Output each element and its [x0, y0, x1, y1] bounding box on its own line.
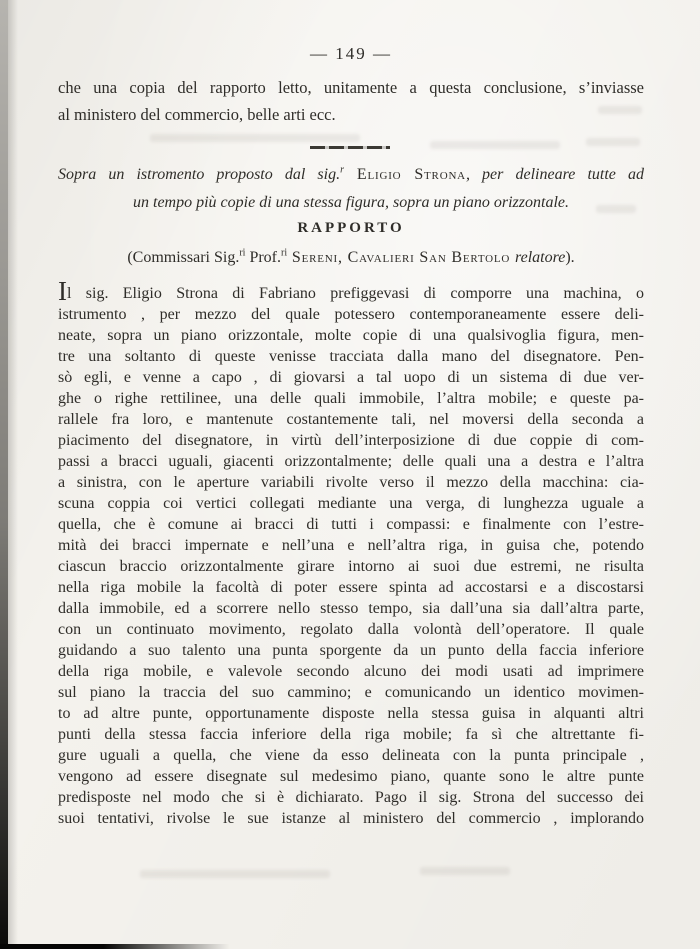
scan-bottom-edge	[0, 944, 230, 949]
showthrough-mark	[430, 141, 560, 149]
report-line: mità dei bracci impernate e nell’una e nell’altra riga, in guisa che, potendo	[58, 537, 644, 554]
section-divider-rule	[310, 146, 390, 149]
report-line: nella riga mobile la facoltà di poter essere spinta ad accostarsi e a discostarsi	[58, 579, 644, 596]
report-line: gure uguali a quella, che viene da esso delineata con la punta principale ,	[58, 747, 644, 764]
report-line: punti della stessa faccia inferiore della riga mobile; fa sì che altrettante fi-	[58, 726, 644, 743]
report-line: predisposte nel modo che si è dichiarato. Pago il sig. Strona del successo dei	[58, 789, 644, 806]
committee-text: ).	[565, 249, 575, 266]
title-text: Sopra un istromento proposto dal sig.	[58, 166, 341, 183]
report-line: to ad altre punte, opportunamente disposte nella stessa guisa in alquanti altri	[58, 705, 644, 722]
report-line: ciascun braccio orizzontalmente girare intorno ai suoi due estremi, ne risulta	[58, 558, 644, 575]
report-line: sul piano la traccia del suo cammino; e comunicando un identico movimen-	[58, 684, 644, 701]
relatore-label: relatore	[514, 249, 566, 266]
intro-line: che una copia del rapporto letto, unitamente a questa conclusione, s’inviasse	[58, 78, 644, 97]
title-line-1	[58, 161, 644, 189]
report-line: passi a bracci uguali, giacenti orizzontalmente; delle quali una a destra e l’altra	[58, 453, 644, 470]
report-line: istrumento , per mezzo del quale potessero contemporaneamente essere deli-	[58, 306, 644, 323]
title-line-2: un tempo più copie di una stessa figura, sopra un piano orizzontale.	[133, 194, 569, 211]
report-line	[58, 276, 644, 306]
showthrough-mark	[150, 134, 360, 142]
commissioner-names: Sereni, Cavalieri San Bertolo	[287, 249, 515, 266]
committee-text: (Commissari Sig.	[127, 249, 240, 266]
report-line: ghe o righe rettilinee, una delle quali immobile, l’altra mobile; e queste pa-	[58, 390, 644, 407]
report-line-text: l sig. Eligio Strona di Fabriano prefiggevasi di comporre una machina, o	[67, 285, 644, 302]
report-line: quella, che è comune ai bracci di tutti i compassi: e finalmente con l’estre-	[58, 516, 644, 533]
author-name: Eligio Strona	[344, 166, 466, 183]
intro-line: al ministero del commercio, belle arti ecc.	[58, 105, 336, 124]
report-line: tre una soltanto di queste venisse tracciata dalla mano del disegnatore. Pen-	[58, 348, 644, 365]
report-line: piacimento del disegnatore, in virtù dell’interposizione di due coppie di com-	[58, 432, 644, 449]
report-line: scuna coppia coi vertici collegati mediante una verga, di lunghezza uguale a	[58, 495, 644, 512]
report-line: a sinistra, con le aperture variabili rivolte verso il mezzo della macchina: cia-	[58, 474, 644, 491]
report-line: suoi tentativi, rivolse le sue istanze al ministero del commercio , implorando	[58, 810, 644, 827]
section-heading: RAPPORTO	[297, 220, 405, 236]
report-line: della riga mobile, e valevole secondo alcuno dei modi usati ad imprimere	[58, 663, 644, 680]
report-line: con un continuato movimento, regolato dalla volontà dell’operatore. Il quale	[58, 621, 644, 638]
report-line: vengono ad essere disegnate sul medesimo piano, quante sono le altre punte	[58, 768, 644, 785]
committee-superscript: ri	[239, 247, 246, 259]
report-line: dalla immobile, ed a scorrere nello stesso tempo, sia dall’una sia dall’altra parte,	[58, 600, 644, 617]
report-line: sò egli, e venne a capo , di giovarsi a tal uopo di un sistema di due ver-	[58, 369, 644, 386]
title-text: , per delineare tutte ad	[465, 166, 645, 183]
showthrough-mark	[586, 138, 640, 146]
report-line: rallele fra loro, e mantenute costantemente tali, nel moversi della seconda a	[58, 411, 644, 428]
report-line: guidando a suo talento una punta sporgente da un punto della faccia inferiore	[58, 642, 644, 659]
committee-superscript: ri	[281, 247, 288, 259]
showthrough-mark	[140, 870, 330, 878]
article-title	[58, 161, 644, 217]
committee-line	[58, 249, 644, 267]
drop-cap: I	[58, 276, 67, 306]
committee-text: Prof.	[245, 249, 282, 266]
scan-left-edge	[0, 0, 8, 949]
page-number: — 149 —	[310, 44, 392, 63]
scan-left-edge-shadow	[8, 0, 18, 949]
showthrough-mark	[420, 867, 510, 875]
intro-paragraph	[58, 74, 644, 128]
title-superscript: r	[340, 164, 344, 176]
report-body	[58, 276, 644, 829]
report-line: neate, sopra un piano orizzontale, molte copie di una qualsivoglia figura, men-	[58, 327, 644, 344]
